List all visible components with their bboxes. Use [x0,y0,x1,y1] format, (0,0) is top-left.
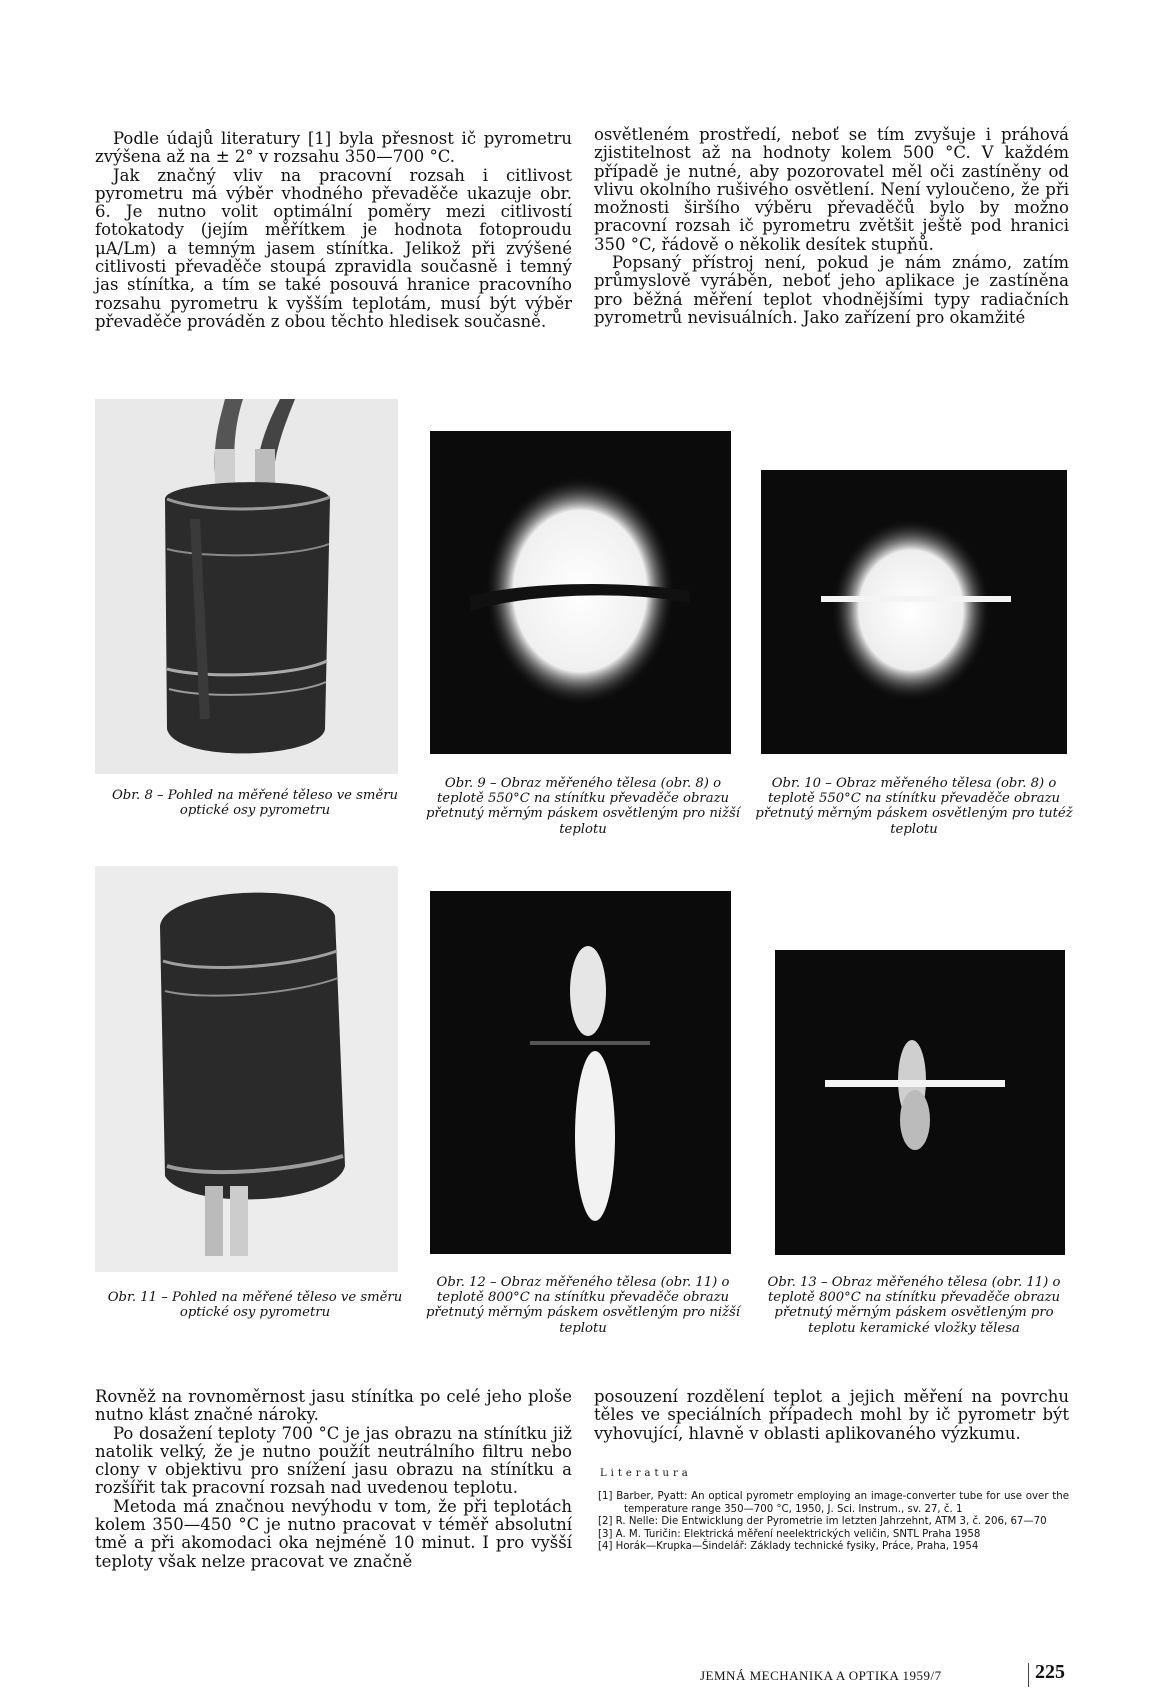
figure-11-photo [95,866,398,1272]
paragraph: osvětleném prostředí, neboť se tím zvyšuje i práhová zjistitelnost až na hodnoty kolem 500 °C. V každém případě je nutné, aby pozorovatel měl oči zastíněny od vlivu okolního rušivého osvětlení. Není vyloučeno, že při možnosti širšího výběru převaděčů bylo by možno pracovní rozsah ič pyrometru zvětšit ještě pod hranici 350 °C, řádově o několik desítek stupňů. [594,125,1069,254]
references-heading: Literatura [600,1467,692,1479]
figure-8-photo [95,399,398,774]
reference-item: [4] Horák—Krupka—Šindelář: Základy technické fysiky, Práce, Praha, 1954 [598,1541,979,1553]
text-column-top-left [95,130,572,331]
page-footer [700,1661,1075,1685]
figure-9-photo [430,431,731,754]
figure-13-caption: Obr. 13 – Obraz měřeného tělesa (obr. 11) o teplotě 800°C na stínítku převaděče obrazu přetnutý měrným páskem osvětleným pro teplotu keramické vložky tělesa [767,1275,1061,1336]
reference-item: [1] Barber, Pyatt: An optical pyrometr employing an image-converter tube for use over the temperature range 350—700 °C, 1950, J. Sci. Instrum., sv. 27, č. 1 [598,1491,1069,1515]
reference-item: [2] R. Nelle: Die Entwicklung der Pyrometrie im letzten Jahrzehnt, ATM 3, č. 206, 67—70 [598,1516,1047,1528]
text-column-bottom-right [594,1388,1069,1554]
text-column-bottom-left [95,1388,572,1571]
paragraph: Popsaný přístroj není, pokud je nám známo, zatím průmyslově vyráběn, neboť jeho aplikace je zastíněna pro běžná měření teplot vhodnějšími typy radiačních pyrometrů nevisuálních. Jako zařízení pro okamžité [594,253,1069,327]
text-column-top-right [594,126,1069,327]
journal-name: JEMNÁ MECHANIKA A OPTIKA 1959/7 [700,1668,942,1683]
reference-item: [3] A. M. Turičin: Elektrická měření neelektrických veličin, SNTL Praha 1958 [598,1528,981,1540]
figure-12-photo [430,891,731,1254]
paragraph: Rovněž na rovnoměrnost jasu stínítka po celé jeho ploše nutno klást značné nároky. [95,1387,572,1425]
paragraph: Po dosažení teploty 700 °C je jas obrazu na stínítku již natolik velký, že je nutno použít neutrálního filtru nebo clony v objektivu pro snížení jasu obrazu na stínítku a rozšířit tak pracovní rozsah nad uvedenou teplotu. [95,1423,572,1498]
figure-9-caption: Obr. 9 – Obraz měřeného tělesa (obr. 8) o teplotě 550°C na stínítku převaděče obrazu přetnutý měrným páskem osvětleným pro nižší teplotu [425,776,741,837]
paragraph: posouzení rozdělení teplot a jejich měření na povrchu těles ve speciálních případech mohl by ič pyrometr být vyhovující, hlavně v oblasti aplikovaného výzkumu. [594,1387,1069,1443]
figure-10-photo [761,470,1067,754]
figure-8-caption: Obr. 8 – Pohled na měřené těleso ve směru optické osy pyrometru [111,788,399,819]
figure-13-photo [775,950,1065,1255]
page-number: 225 [1035,1661,1065,1683]
figure-12-caption: Obr. 12 – Obraz měřeného tělesa (obr. 11) o teplotě 800°C na stínítku převaděče obrazu přetnutý měrným páskem osvětleným pro nižší teplotu [425,1275,741,1336]
paragraph: Metoda má značnou nevýhodu v tom, že při teplotách kolem 350—450 °C je nutno pracovat v téměř absolutní tmě a při akomodaci oka nejméně 10 minut. I pro vyšší teploty však nelze pracovat ve značně [95,1496,572,1571]
paragraph: Jak značný vliv na pracovní rozsah i citlivost pyrometru má výběr vhodného převaděče ukazuje obr. 6. Je nutno volit optimální poměry mezi citlivostí fotokatody (jejím měřítkem je hodnota fotoproudu μA/Lm) a temným jasem stínítka. Jelikož při zvýšené citlivosti převaděče stoupá zpravidla současně i temný jas stínítka, a tím se také posouvá hranice pracovního rozsahu pyrometru k vyšším teplotám, musí být výběr převaděče prováděn z obou těchto hledisek současně. [95,165,572,331]
footer-divider [1028,1663,1029,1687]
paragraph: Podle údajů literatury [1] byla přesnost ič pyrometru zvýšena až na ± 2° v rozsahu 350—700 °C. [95,129,572,167]
figure-10-caption: Obr. 10 – Obraz měřeného tělesa (obr. 8) o teplotě 550°C na stínítku převaděče obrazu přetnutý měrným páskem osvětleným pro tutéž teplotu [755,776,1073,837]
figure-11-caption: Obr. 11 – Pohled na měřené těleso ve směru optické osy pyrometru [107,1290,403,1321]
